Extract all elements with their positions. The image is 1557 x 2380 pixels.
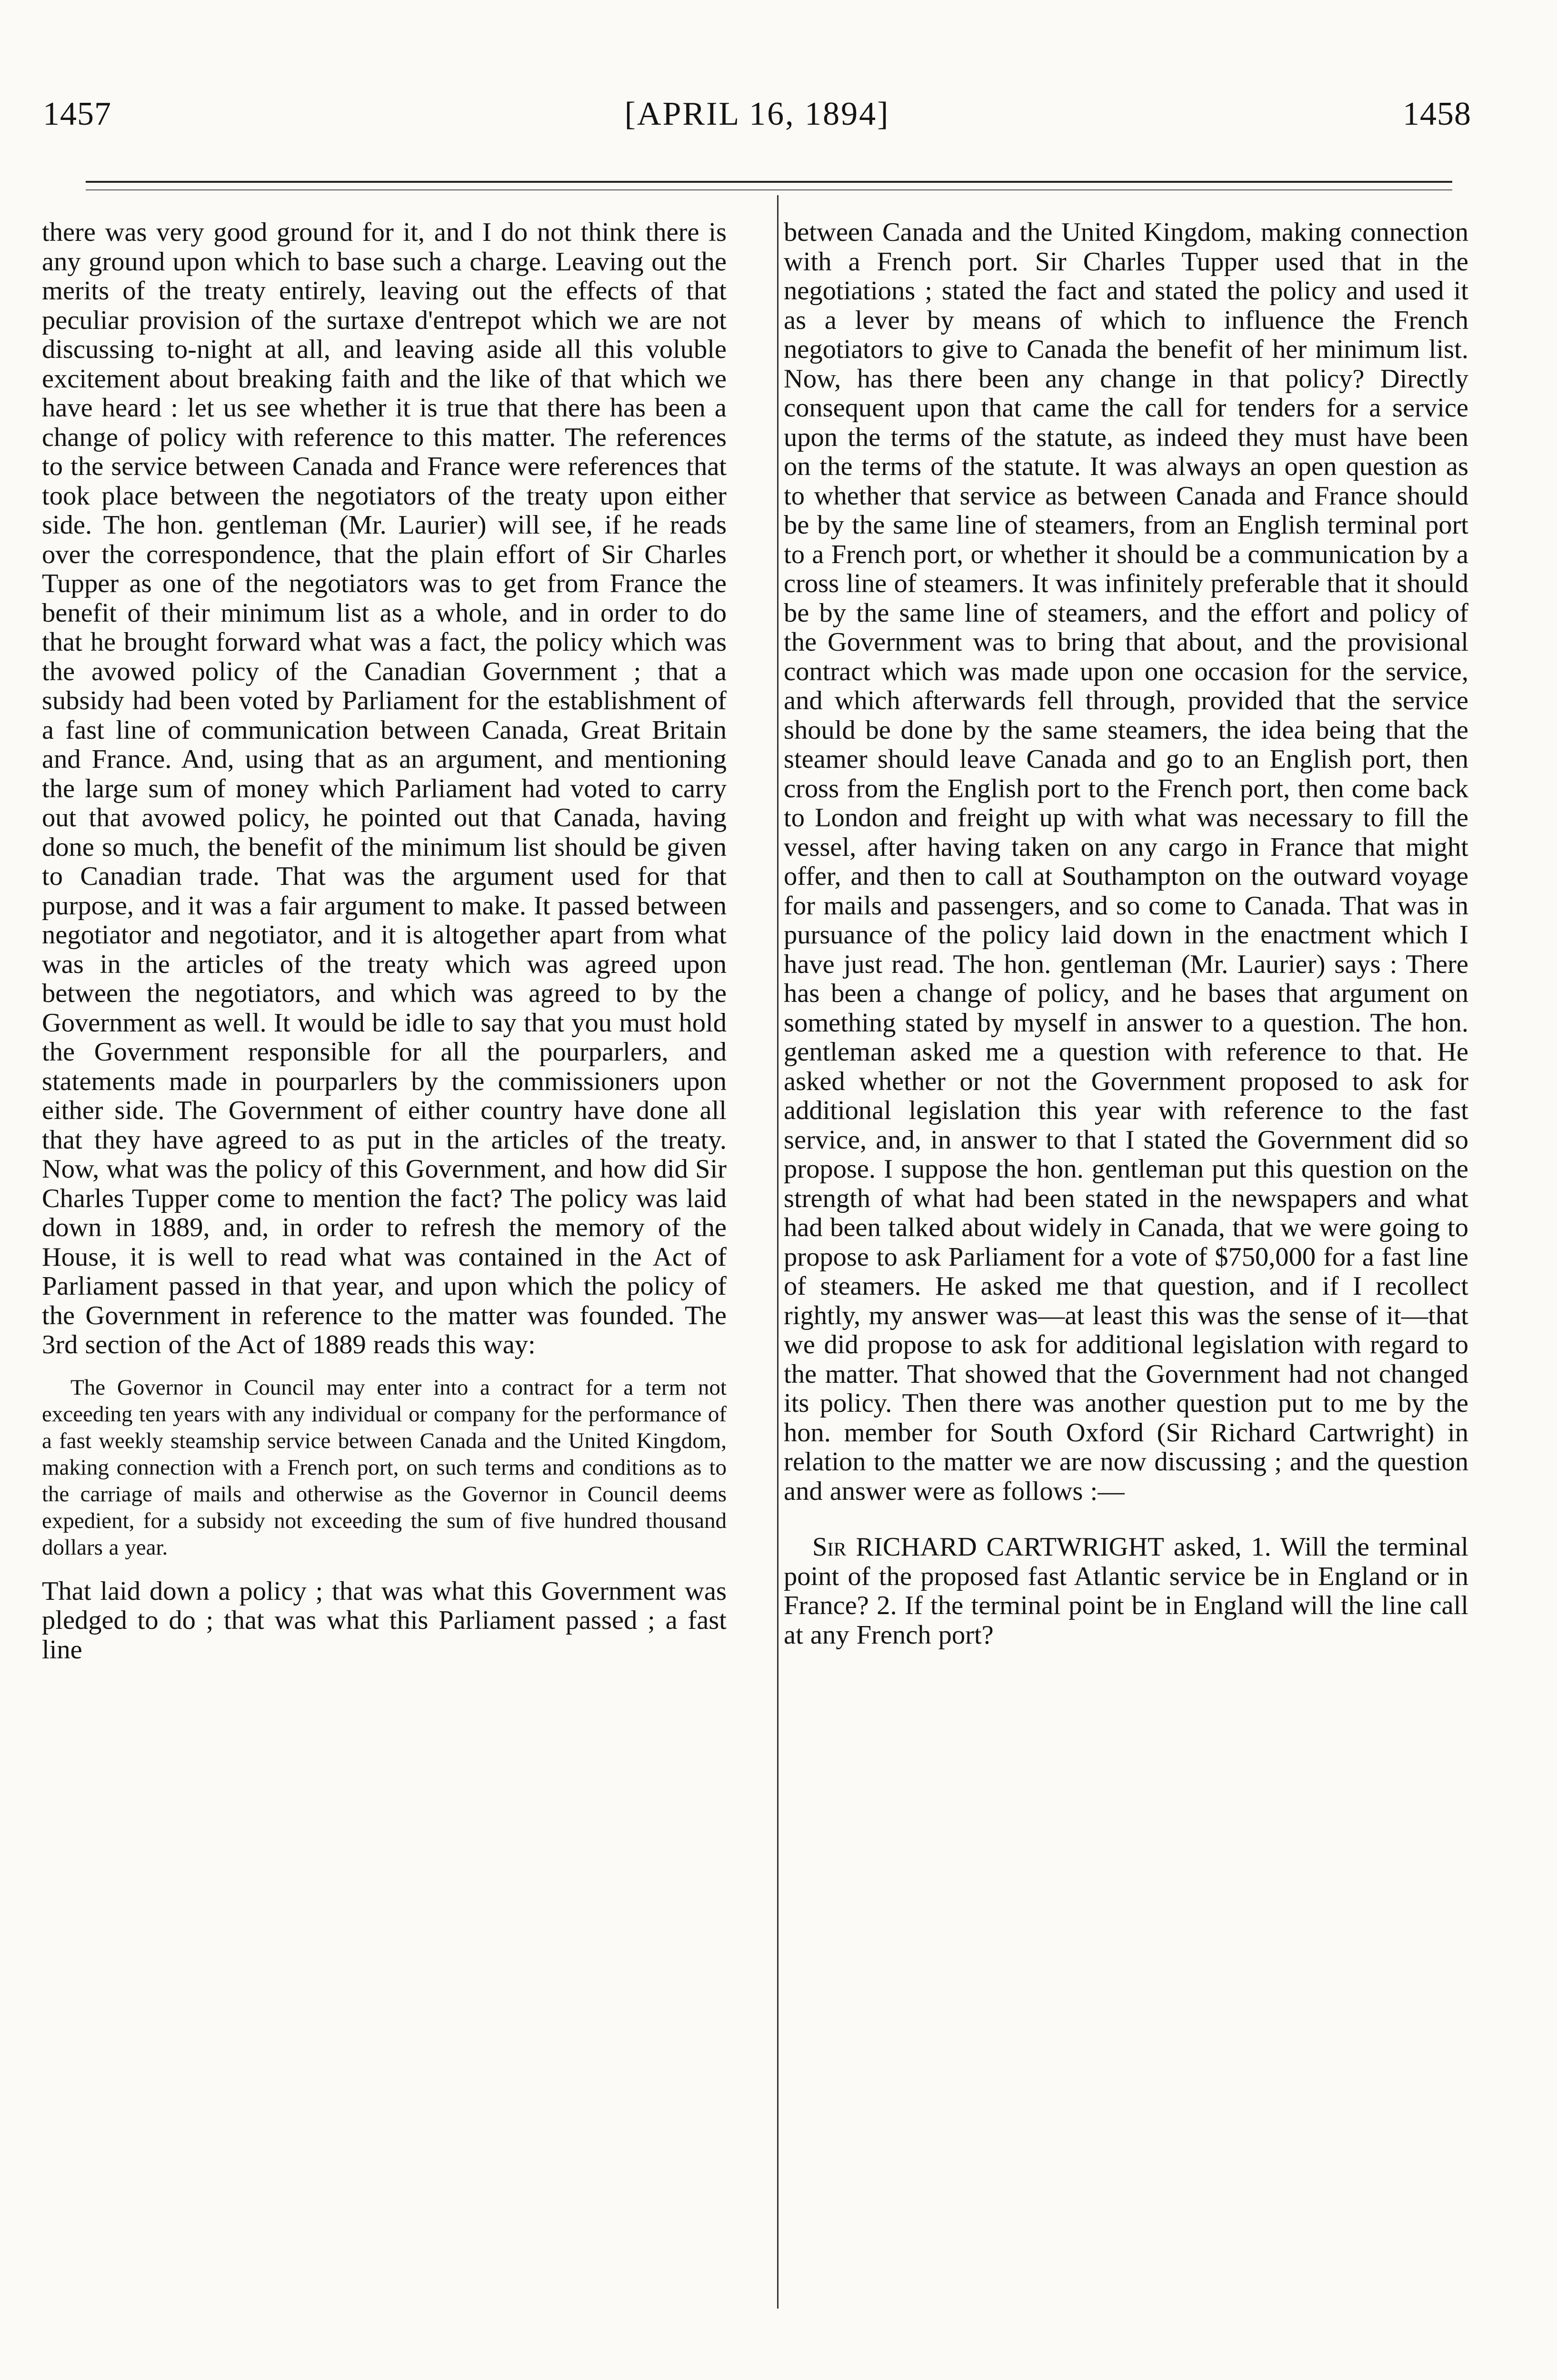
header-right-page-number: 1458 — [1403, 96, 1471, 132]
left-paragraph-1: there was very good ground for it, and I do not think there is any ground upon which to base such a charge. Leaving out the merits of the treaty entirely, leaving out the effects of that peculiar provision of the surtaxe d'entrepot which we are not discussing to-night at all, and leaving aside all this voluble excitement about breaking faith and the like of that which we have heard : let us see whether it is true that there has been a change of policy with reference to this matter. The references to the service between Canada and France were references that took place between the negotiators of the treaty upon either side. The hon. gentleman (Mr. Laurier) will see, if he reads over the correspondence, that the plain effort of Sir Charles Tupper as one of the negotiators was to get from France the benefit of their minimum list as a whole, and in order to do that he brought forward what was a fact, the policy which was the avowed policy of the Canadian Government ; that a subsidy had been voted by Parliament for the establishment of a fast line of communication between Canada, Great Britain and France. And, using that as an argument, and mentioning the large sum of money which Parliament had voted to carry out that avowed policy, he pointed out that Canada, having done so much, the benefit of the minimum list should be given to Canadian trade. That was the argument used for that purpose, and it was a fair argument to make. It passed between negotiator and negotiator, and it is altogether apart from what was in the articles of the treaty which was agreed upon between the negotiators, and which was agreed to by the Government as well. It would be idle to say that you must hold the Government responsible for all the pourparlers, and statements made in pourparlers by the commissioners upon either side. The Government of either country have done all that they have agreed to as put in the articles of the treaty. Now, what was the policy of this Government, and how did Sir Charles Tupper come to mention the fact? The policy was laid down in 1889, and, in order to refresh the memory of the House, it is well to read what was contained in the Act of Parliament passed in that year, and upon which the policy of the Government in reference to the matter was founded. The 3rd section of the Act of 1889 reads this way: — [42, 218, 727, 1359]
left-column — [42, 218, 727, 2341]
question-text: asked, 1. Will the terminal point of the proposed fast Atlantic service be in England or in France? 2. If the terminal point be in England will the line call at any French port? — [784, 1532, 1468, 1650]
page-header — [43, 95, 1471, 143]
left-paragraph-2: That laid down a policy ; that was what this Government was pledged to do ; that was what this Parliament passed ; a fast line — [42, 1576, 727, 1665]
header-rule-thin — [86, 189, 1452, 190]
act-quotation: The Governor in Council may enter into a contract for a term not exceeding ten years with any individual or company for the performance of a fast weekly steamship service between Canada and the United Kingdom, making connection with a French port, on such terms and conditions as to the carriage of mails and otherwise as the Governor in Council deems expedient, for a subsidy not exceeding the sum of five hundred thousand dollars a year. — [42, 1375, 727, 1560]
speaker-name: Sir RICHARD CARTWRIGHT — [812, 1532, 1164, 1562]
header-date: [APRIL 16, 1894] — [624, 96, 890, 132]
header-left-page-number: 1457 — [43, 96, 111, 132]
right-paragraph-2 — [784, 1533, 1468, 1650]
right-paragraph-1: between Canada and the United Kingdom, making connection with a French port. Sir Charles Tupper used that in the negotiations ; stated the fact and stated the policy and used it as a lever by means of which to influence the French negotiators to give to Canada the benefit of her minimum list. Now, has there been any change in that policy? Directly consequent upon that came the call for tenders for a service upon the terms of the statute, as indeed they must have been on the terms of the statute. It was always an open question as to whether that service as between Canada and France should be by the same line of steamers, from an English terminal port to a French port, or whether it should be a communication by a cross line of steamers. It was infinitely preferable that it should be by the same line of steamers, and the effort and policy of the Government was to bring that about, and the provisional contract which was made upon one occasion for the service, and which afterwards fell through, provided that the service should be done by the same steamers, the idea being that the steamer should leave Canada and go to an English port, then cross from the English port to the French port, then come back to London and freight up with what was necessary to fill the vessel, after having taken on any cargo in France that might offer, and then to call at Southampton on the outward voyage for mails and passengers, and so come to Canada. That was in pursuance of the policy laid down in the enactment which I have just read. The hon. gentleman (Mr. Laurier) says : There has been a change of policy, and he bases that argument on something stated by myself in answer to a question. The hon. gentleman asked me a question with reference to that. He asked whether or not the Government proposed to ask for additional legislation this year with reference to the fast service, and, in answer to that I stated the Government did so propose. I suppose the hon. gentleman put this question on the strength of what had been stated in the newspapers and what had been talked about widely in Canada, that we were going to propose to ask Parliament for a vote of $750,000 for a fast line of steamers. He asked me that question, and if I recollect rightly, my answer was—at least this was the sense of it—that we did propose to ask for additional legislation with regard to the matter. That showed that the Government had not changed its policy. Then there was another question put to me by the hon. member for South Oxford (Sir Richard Cartwright) in relation to the matter we are now discussing ; and the question and answer were as follows :— — [784, 218, 1468, 1506]
right-column — [784, 218, 1468, 2341]
column-divider — [777, 195, 778, 2309]
header-rule — [86, 181, 1452, 183]
